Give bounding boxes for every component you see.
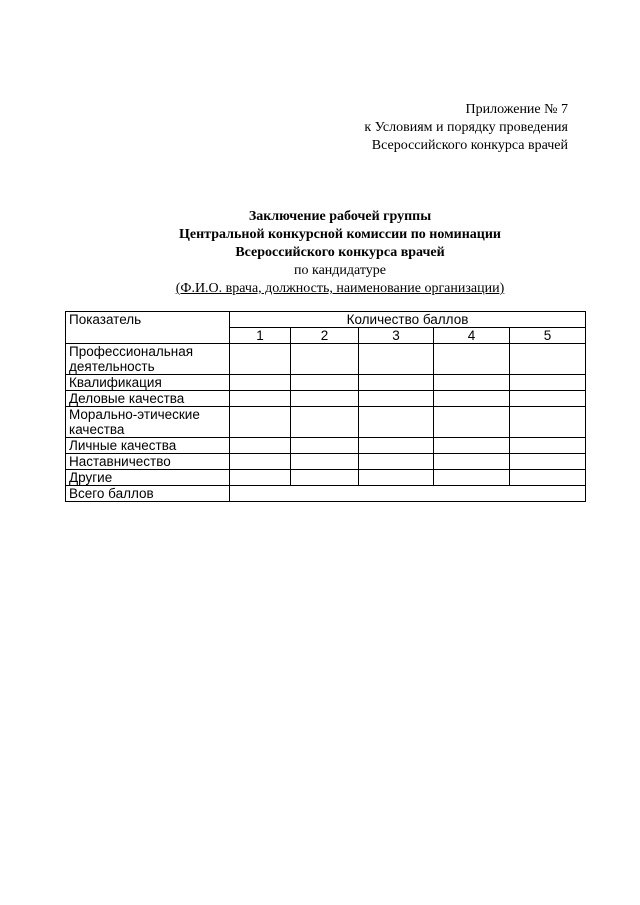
- score-col-4: 4: [434, 328, 510, 344]
- conclusion-title-line1: Заключение рабочей группы: [248, 209, 432, 224]
- annex-reference: к Условиям и порядку проведения: [364, 120, 568, 135]
- score-cell: [434, 344, 510, 375]
- score-cell: [291, 454, 359, 470]
- score-cell: [510, 391, 586, 407]
- total-label: Всего баллов: [66, 486, 230, 502]
- table-row: [66, 391, 586, 407]
- table-row: [66, 407, 586, 438]
- row-label: Деловые качества: [66, 391, 230, 407]
- row-label: Личные качества: [66, 438, 230, 454]
- score-cell: [510, 375, 586, 391]
- table-row: [66, 375, 586, 391]
- row-label: Морально-этические качества: [66, 407, 230, 438]
- score-col-5: 5: [510, 328, 586, 344]
- score-cell: [434, 375, 510, 391]
- table-header-row: [66, 312, 586, 328]
- score-col-2: 2: [291, 328, 359, 344]
- annex-contest: Всероссийского конкурса врачей: [371, 138, 568, 153]
- score-cell: [510, 470, 586, 486]
- row-label: Другие: [66, 470, 230, 486]
- annex-header: [364, 101, 568, 155]
- score-cell: [291, 344, 359, 375]
- indicator-header: Показатель: [66, 312, 230, 344]
- score-cell: [291, 375, 359, 391]
- row-label: Квалификация: [66, 375, 230, 391]
- score-cell: [510, 407, 586, 438]
- table-row: [66, 470, 586, 486]
- score-cell: [291, 470, 359, 486]
- score-cell: [434, 438, 510, 454]
- score-cell: [291, 391, 359, 407]
- score-cell: [230, 454, 291, 470]
- score-cell: [230, 391, 291, 407]
- annex-number: Приложение № 7: [465, 102, 568, 117]
- score-cell: [291, 438, 359, 454]
- score-cell: [230, 470, 291, 486]
- conclusion-title-line3: Всероссийского конкурса врачей: [235, 245, 445, 260]
- score-cell: [359, 470, 434, 486]
- score-cell: [359, 438, 434, 454]
- score-cell: [510, 344, 586, 375]
- table-row: [66, 454, 586, 470]
- table-row: [66, 344, 586, 375]
- score-cell: [359, 407, 434, 438]
- score-cell: [359, 344, 434, 375]
- score-cell: [230, 375, 291, 391]
- score-cell: [230, 407, 291, 438]
- score-table: [65, 311, 586, 502]
- score-col-1: 1: [230, 328, 291, 344]
- score-cell: [434, 470, 510, 486]
- score-cell: [230, 438, 291, 454]
- score-cell: [291, 407, 359, 438]
- row-label: Наставничество: [66, 454, 230, 470]
- score-cell: [359, 375, 434, 391]
- score-cell: [510, 438, 586, 454]
- score-cell: [434, 407, 510, 438]
- table-row: [66, 438, 586, 454]
- total-row: [66, 486, 586, 502]
- score-cell: [359, 391, 434, 407]
- score-cell: [230, 344, 291, 375]
- candidate-hint: (Ф.И.О. врача, должность, наименование организации): [175, 281, 505, 296]
- conclusion-heading: [0, 208, 640, 298]
- score-cell: [434, 391, 510, 407]
- score-cell: [434, 454, 510, 470]
- score-header: Количество баллов: [230, 312, 586, 328]
- score-cell: [510, 454, 586, 470]
- score-col-3: 3: [359, 328, 434, 344]
- row-label: Профессиональная деятельность: [66, 344, 230, 375]
- total-cell: [230, 486, 586, 502]
- conclusion-subtitle: по кандидатуре: [293, 263, 387, 278]
- score-cell: [359, 454, 434, 470]
- conclusion-title-line2: Центральной конкурсной комиссии по номинации: [179, 227, 501, 242]
